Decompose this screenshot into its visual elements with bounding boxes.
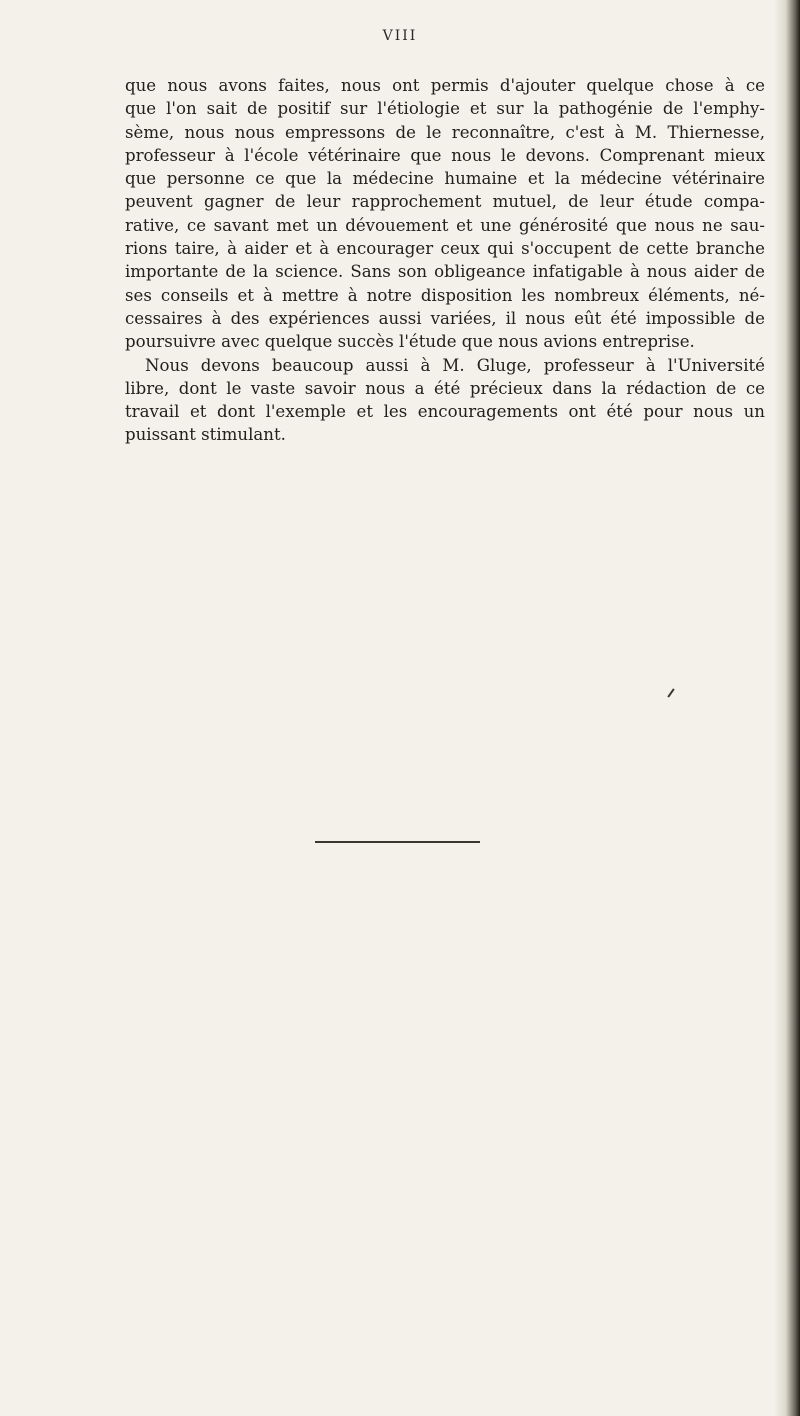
text-line: cessaires à des expériences aussi variées, il nous eût été impossible de <box>125 308 765 328</box>
text-line: rions taire, à aider et à encourager ceux qui s'occupent de cette branche <box>125 239 765 259</box>
text-line: peuvent gagner de leur rapprochement mutuel, de leur étude compa- <box>125 192 765 212</box>
text-line: rative, ce savant met un dévouement et une générosité que nous ne sau- <box>125 215 765 235</box>
text-line: sème, nous nous empressons de le reconnaître, c'est à M. Thiernesse, <box>125 122 765 142</box>
binding-edge-shadow <box>774 0 800 1416</box>
text-line: que nous avons faites, nous ont permis d'ajouter quelque chose à ce <box>125 76 765 95</box>
text-line: poursuivre avec quelque succès l'étude que nous avions entreprise. <box>125 332 695 352</box>
page-number: VIII <box>382 28 418 44</box>
text-line: Nous devons beaucoup aussi à M. Gluge, professeur à l'Université <box>145 355 765 375</box>
stray-ink-mark <box>667 688 674 697</box>
text-line: que personne ce que la médecine humaine et la médecine vétérinaire <box>125 169 765 189</box>
text-line: que l'on sait de positif sur l'étiologie et sur la pathogénie de l'emphy- <box>125 99 765 119</box>
text-line: travail et dont l'exemple et les encouragements ont été pour nous un <box>125 402 765 422</box>
section-rule <box>315 841 480 843</box>
text-line: puissant stimulant. <box>125 425 286 445</box>
text-line: importante de la science. Sans son obligeance infatigable à nous aider de <box>125 262 765 282</box>
text-line: ses conseils et à mettre à notre disposition les nombreux éléments, né- <box>125 285 765 305</box>
body-text <box>125 74 765 447</box>
text-line: professeur à l'école vétérinaire que nous le devons. Comprenant mieux <box>125 145 765 165</box>
text-line: libre, dont le vaste savoir nous a été précieux dans la rédaction de ce <box>125 378 765 398</box>
